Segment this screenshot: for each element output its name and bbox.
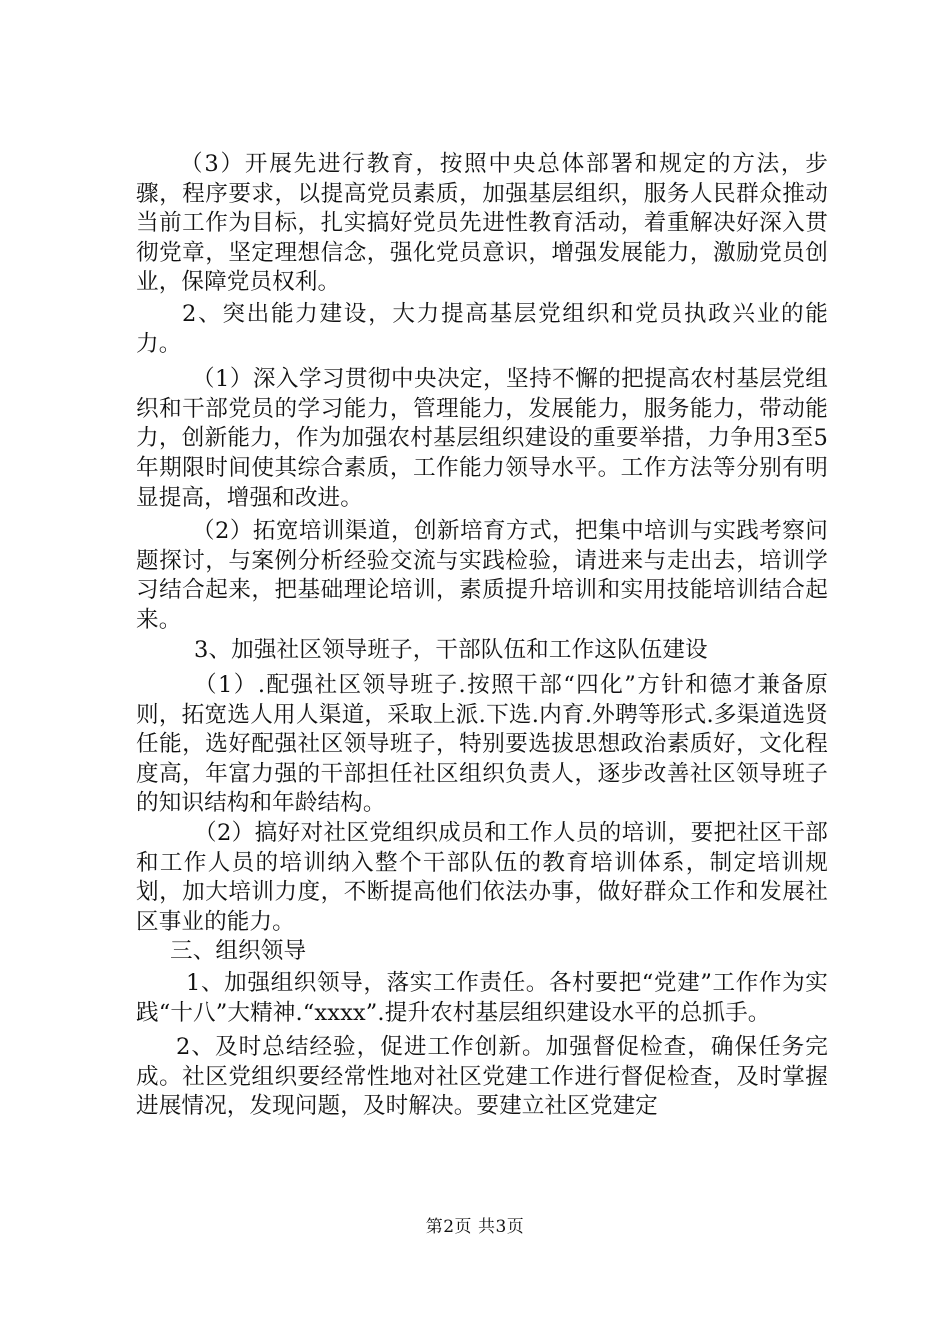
paragraph-staff-training: （2）搞好对社区党组织成员和工作人员的培训，要把社区干部和工作人员的培训纳入整个干部队伍的教育培训体系，制定培训规划，加大培训力度，不断提高他们依法办事，做好群众工作和发展社区事业的能力。 xyxy=(136,820,828,935)
paragraph-strengthen-leadership: 1、加强组织领导，落实工作责任。各村要把“党建”工作作为实践“十八”大精神.“xxxx”.提升农村基层组织建设水平的总抓手。 xyxy=(136,970,828,1026)
paragraph-training-channels: （2）拓宽培训渠道，创新培育方式，把集中培训与实践考察问题探讨，与案例分析经验交流与实践检验，请进来与走出去，培训学习结合起来，把基础理论培训，素质提升培训和实用技能培训结合起来。 xyxy=(136,518,828,633)
heading-capacity-building: 2、突出能力建设，大力提高基层党组织和党员执政兴业的能力。 xyxy=(136,300,828,357)
document-body xyxy=(136,150,828,1122)
page-number-footer: 第2页 共3页 xyxy=(425,1217,525,1237)
paragraph-summarize-experience: 2、及时总结经验，促进工作创新。加强督促检查，确保任务完成。社区党组织要经常性地对社区党建工作进行督促检查，及时掌握进展情况，发现问题，及时解决。要建立社区党建定 xyxy=(136,1034,828,1120)
heading-organization-leadership: 三、组织领导 xyxy=(170,938,307,965)
heading-community-leadership: 3、加强社区领导班子，干部队伍和工作这队伍建设 xyxy=(194,636,708,663)
paragraph-advanced-education: （3）开展先进行教育，按照中央总体部署和规定的方法，步骤，程序要求，以提高党员素质，加强基层组织，服务人民群众推动当前工作为目标，扎实搞好党员先进性教育活动，着重解决好深入贯彻党章，坚定理想信念，强化党员意识，增强发展能力，激励党员创业，保障党员权利。 xyxy=(136,151,828,296)
paragraph-leadership-team: （1）.配强社区领导班子.按照干部“四化”方针和德才兼备原则，拓宽选人用人渠道，采取上派.下选.内育.外聘等形式.多渠道选贤任能，选好配强社区领导班子，特别要选拔思想政治素质好，文化程度高，年富力强的干部担任社区组织负责人，逐步改善社区领导班子的知识结构和年龄结构。 xyxy=(136,672,828,817)
paragraph-study-decision: （1）深入学习贯彻中央决定，坚持不懈的把提高农村基层党组织和干部党员的学习能力，管理能力，发展能力，服务能力，带动能力，创新能力，作为加强农村基层组织建设的重要举措，力争用3至5年期限时间使其综合素质，工作能力领导水平。工作方法等分别有明显提高，增强和改进。 xyxy=(136,366,828,511)
